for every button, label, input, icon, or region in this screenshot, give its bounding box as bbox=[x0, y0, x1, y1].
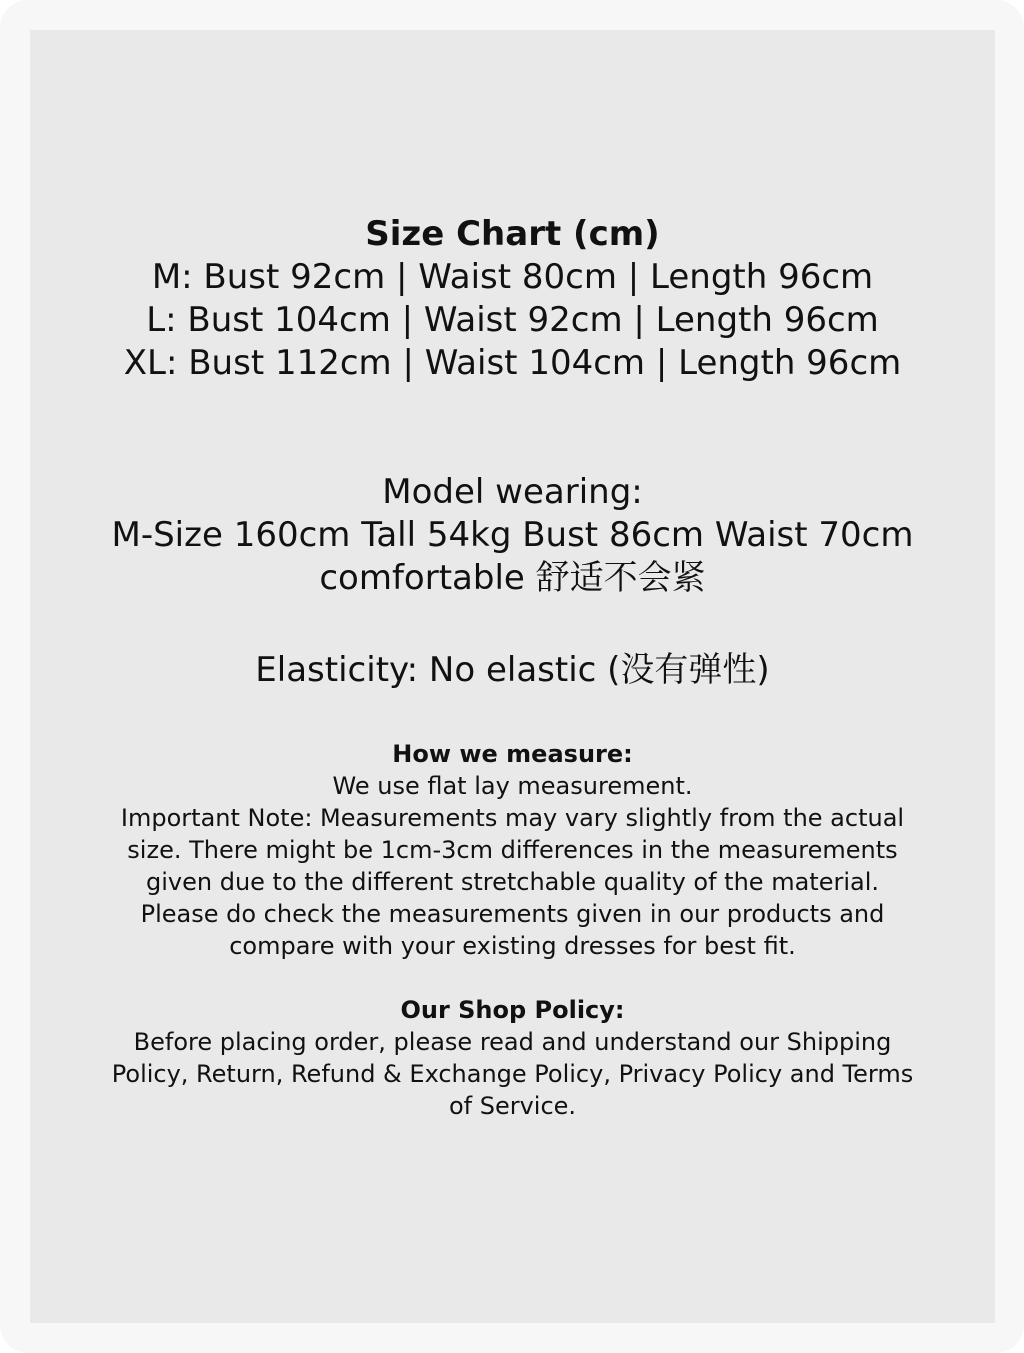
measure-line: compare with your existing dresses for best fit. bbox=[229, 932, 796, 960]
policy-heading: Our Shop Policy: bbox=[400, 996, 625, 1024]
size-row-l: L: Bust 104cm | Waist 92cm | Length 96cm bbox=[146, 300, 879, 340]
policy-line: Before placing order, please read and understand our Shipping bbox=[133, 1028, 892, 1056]
measure-line: size. There might be 1cm-3cm differences in the measurements bbox=[127, 836, 898, 864]
measure-line: Important Note: Measurements may vary slightly from the actual bbox=[120, 804, 905, 832]
size-row-m: M: Bust 92cm | Waist 80cm | Length 96cm bbox=[151, 257, 874, 297]
measure-line: Please do check the measurements given in our products and bbox=[140, 900, 885, 928]
policy-line: of Service. bbox=[448, 1092, 577, 1120]
size-info-panel bbox=[30, 30, 995, 1323]
size-chart-title: Size Chart (cm) bbox=[365, 214, 660, 254]
policy-line: Policy, Return, Refund & Exchange Policy, Privacy Policy and Terms bbox=[111, 1060, 914, 1088]
model-fit: comfortable 舒适不会紧 bbox=[319, 558, 706, 598]
measure-line: We use flat lay measurement. bbox=[332, 772, 693, 800]
model-heading: Model wearing: bbox=[382, 472, 643, 512]
measure-line: given due to the different stretchable quality of the material. bbox=[146, 868, 879, 896]
model-details: M-Size 160cm Tall 54kg Bust 86cm Waist 70cm bbox=[111, 515, 914, 555]
measure-heading: How we measure: bbox=[392, 740, 633, 768]
elasticity-text: Elasticity: No elastic (没有弹性) bbox=[255, 650, 770, 690]
size-row-xl: XL: Bust 112cm | Waist 104cm | Length 96cm bbox=[123, 343, 902, 383]
